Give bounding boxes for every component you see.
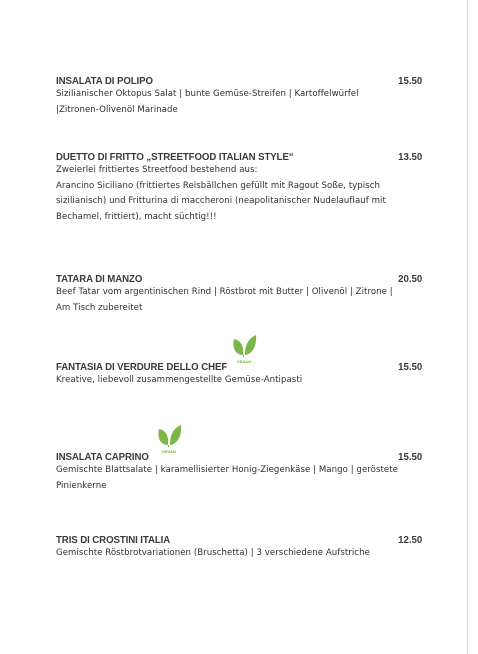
description-line: Zweierlei frittiertes Streetfood bestehend aus: xyxy=(56,165,258,175)
item-price: 20.50 xyxy=(397,273,422,285)
menu-item-tatara-di-manzo xyxy=(56,273,422,316)
item-title: INSALATA CAPRINO xyxy=(56,451,149,463)
description-line: Gemischte Röstbrotvariationen (Bruschetta) | 3 verschiedene Aufstriche xyxy=(56,548,370,558)
item-price: 12.50 xyxy=(397,534,422,546)
menu-item-duetto-di-fritto xyxy=(56,151,422,225)
description-line: Pinienkerne xyxy=(56,480,107,491)
item-price: 15.50 xyxy=(397,451,422,463)
item-title: FANTASIA DI VERDURE DELLO CHEF xyxy=(56,361,228,373)
page-edge-line xyxy=(467,0,468,654)
item-description xyxy=(56,285,422,316)
vegan-leaf-icon xyxy=(231,333,257,363)
description-line: Bechamel, frittiert), macht süchtig!!! xyxy=(56,211,217,222)
item-price: 15.50 xyxy=(397,361,422,373)
menu-item-insalata-di-polipo xyxy=(56,75,422,118)
item-title: TATARA DI MANZO xyxy=(56,273,143,285)
description-line: Kreative, liebevoll zusammengestellte Gemüse-Antipasti xyxy=(56,375,303,385)
item-description xyxy=(56,373,422,389)
vegan-leaf-icon xyxy=(156,423,182,453)
item-description xyxy=(56,87,422,118)
item-price: 13.50 xyxy=(397,151,422,163)
item-description xyxy=(56,546,422,562)
description-line: Beef Tatar vom argentinischen Rind | Röstbrot mit Butter | Olivenöl | Zitrone | xyxy=(56,287,393,297)
description-line: Arancino Siciliano (frittiertes Reisbällchen gefüllt mit Ragout Soße, typisch xyxy=(56,180,381,191)
item-title: INSALATA DI POLIPO xyxy=(56,75,153,87)
description-line: |Zitronen-Olivenöl Marinade xyxy=(56,104,178,115)
item-title: TRIS DI CROSTINI ITALIA xyxy=(56,534,171,546)
item-price: 15.50 xyxy=(397,75,422,87)
menu-item-fantasia-di-verdure xyxy=(56,361,422,389)
description-line: Am Tisch zubereitet xyxy=(56,302,143,313)
item-description xyxy=(56,163,422,225)
vegan-label: VEGAN xyxy=(162,450,176,454)
menu-item-insalata-caprino xyxy=(56,451,422,494)
item-title: DUETTO DI FRITTO „STREETFOOD ITALIAN STYLE“ xyxy=(56,151,294,163)
description-line: Gemischte Blattsalate | karamellisierter Honig-Ziegenkäse | Mango | geröstete xyxy=(56,465,399,475)
description-line: Sizilianischer Oktopus Salat | bunte Gemüse-Streifen | Kartoffelwürfel xyxy=(56,89,359,99)
description-line: sizilianisch) und Fritturina di maccheroni (neapolitanischer Nudelauflauf mit xyxy=(56,196,386,206)
vegan-label: VEGAN xyxy=(237,360,251,364)
menu-item-tris-di-crostini xyxy=(56,534,422,562)
item-description xyxy=(56,463,422,494)
